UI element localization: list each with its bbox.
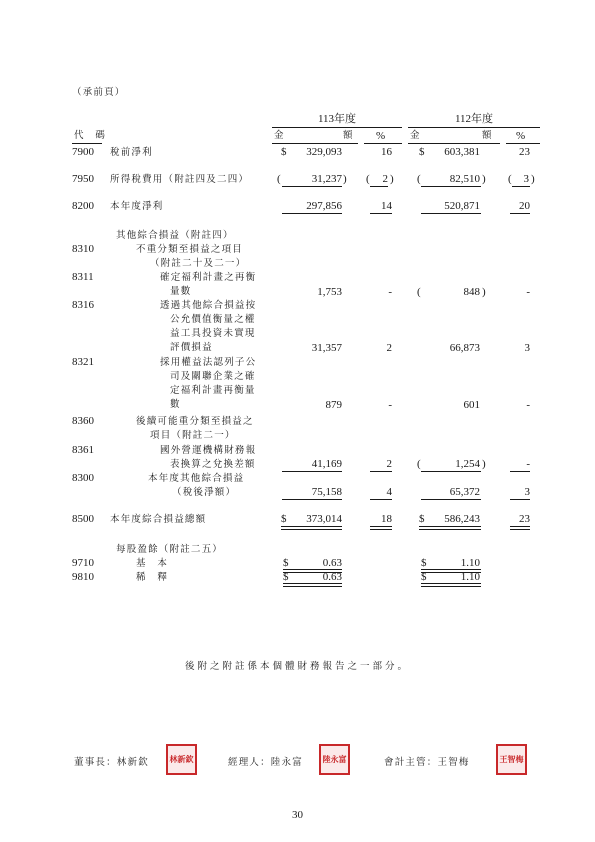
amount-current: 0.63 (322, 557, 342, 569)
pct-prior: 23 (519, 513, 530, 525)
amount-current: 31,357 (311, 342, 342, 354)
page-number: 30 (292, 809, 303, 821)
amount-current: 329,093 (306, 146, 342, 158)
paren: ( (366, 173, 370, 185)
footnote: 後附之附註係本個體財務報告之一部分。 (184, 661, 410, 672)
pct-current: 2 (386, 342, 392, 354)
row-code: 9810 (72, 571, 94, 583)
pct-prior: 3 (523, 173, 529, 185)
row-label: 後續可能重分類至損益之 (136, 416, 254, 427)
pct-header-prior: % (516, 130, 526, 142)
paren: ) (390, 173, 394, 185)
pct-header: % (376, 130, 386, 142)
accountant-label: 會計主管：王智梅 (384, 757, 470, 768)
currency-symbol: $ (419, 513, 425, 525)
section-title-oci: 其他綜合損益（附註四） (116, 230, 234, 241)
row-code: 8500 (72, 513, 94, 525)
row-code: 8316 (72, 299, 94, 311)
amount-prior: 603,381 (444, 146, 480, 158)
row-label: 基 本 (136, 558, 169, 569)
paren: ( (417, 458, 421, 470)
accountant-seal: 王智梅 (496, 744, 527, 775)
pct-prior: - (526, 399, 530, 411)
row-label: 司及關聯企業之確 (170, 371, 256, 382)
row-code: 8311 (72, 271, 94, 283)
chairman-seal: 林新欽 (166, 744, 197, 775)
amount-prior: 848 (463, 286, 480, 298)
year-prior-header: 112年度 (454, 113, 494, 125)
paren: ( (508, 173, 512, 185)
row-label: 稅前淨利 (110, 147, 153, 158)
row-label: 透過其他綜合損益按 (160, 300, 257, 311)
amount-prior: 1.10 (460, 557, 480, 569)
currency-symbol: $ (421, 557, 427, 569)
currency-symbol: $ (421, 571, 427, 583)
amount-prior: 1,254 (455, 458, 480, 470)
amount-current: 1,753 (317, 286, 342, 298)
amount-prior: 1.10 (460, 571, 480, 583)
paren: ) (482, 173, 486, 185)
row-code: 8360 (72, 415, 94, 427)
chairman-label: 董事長：林新欽 (74, 757, 149, 768)
paren: ) (482, 458, 486, 470)
row-label: 採用權益法認列子公 (160, 357, 257, 368)
section-title-eps: 每股盈餘（附註二五） (116, 544, 224, 555)
manager-seal: 陸永富 (319, 744, 350, 775)
row-code: 8361 (72, 444, 94, 456)
pct-prior: 3 (524, 486, 530, 498)
amount-current: 879 (325, 399, 342, 411)
amount-current: 297,856 (306, 200, 342, 212)
row-label: 益工具投資未實現 (170, 328, 256, 339)
amount-header-right-prior: 額 (482, 130, 493, 141)
amount-prior: 601 (463, 399, 480, 411)
amount-current: 41,169 (311, 458, 342, 470)
row-label: 量數 (170, 286, 192, 297)
row-label: 稀 釋 (136, 572, 169, 583)
paren: ( (417, 286, 421, 298)
row-label: 本年度其他綜合損益 (148, 473, 245, 484)
row-code: 9710 (72, 557, 94, 569)
row-code: 8200 (72, 200, 94, 212)
row-code: 7900 (72, 146, 94, 158)
amount-header-left-prior: 金 (410, 130, 421, 141)
currency-symbol: $ (281, 513, 287, 525)
row-label: 國外營運機構財務報 (160, 445, 257, 456)
amount-current: 0.63 (322, 571, 342, 583)
pct-current: - (388, 399, 392, 411)
pct-current: 4 (386, 486, 392, 498)
pct-current: 2 (382, 173, 388, 185)
pct-prior: - (526, 458, 530, 470)
currency-symbol: $ (283, 571, 289, 583)
amount-prior: 586,243 (444, 513, 480, 525)
amount-prior: 66,873 (449, 342, 480, 354)
row-label: （附註二十及二一） (150, 258, 247, 269)
row-label: 確定福利計畫之再衡 (160, 272, 257, 283)
amount-prior: 65,372 (449, 486, 480, 498)
row-code: 8321 (72, 356, 94, 368)
paren: ) (482, 286, 486, 298)
row-code: 7950 (72, 173, 94, 185)
pct-current: 16 (381, 146, 392, 158)
row-label: 評價損益 (170, 342, 213, 353)
amount-current: 75,158 (311, 486, 342, 498)
amount-current: 31,237 (311, 173, 342, 185)
row-label: 公允價值衡量之權 (170, 314, 256, 325)
pct-current: 18 (381, 513, 392, 525)
row-label: 本年度淨利 (110, 201, 164, 212)
row-label: 數 (170, 399, 181, 410)
pct-prior: 20 (519, 200, 530, 212)
paren: ( (277, 173, 281, 185)
paren: ) (531, 173, 535, 185)
row-label: 定福利計畫再衡量 (170, 385, 256, 396)
pct-prior: 3 (524, 342, 530, 354)
row-label: 項目（附註二一） (150, 430, 236, 441)
row-code: 8310 (72, 243, 94, 255)
row-label: 表換算之兌換差額 (170, 459, 256, 470)
code-column-header: 代 碼 (74, 130, 107, 141)
manager-label: 經理人：陸永富 (228, 757, 303, 768)
amount-prior: 520,871 (444, 200, 480, 212)
paren: ( (417, 173, 421, 185)
amount-header-right: 額 (343, 130, 354, 141)
row-code: 8300 (72, 472, 94, 484)
row-label: 所得稅費用（附註四及二四） (110, 174, 250, 185)
paren: ) (343, 173, 347, 185)
amount-header-left: 金 (274, 130, 285, 141)
continued-note: （承前頁） (72, 87, 126, 98)
row-label: 不重分類至損益之項目 (136, 244, 244, 255)
row-label: （稅後淨額） (172, 487, 237, 498)
pct-current: 14 (381, 200, 392, 212)
year-current-header: 113年度 (317, 113, 357, 125)
pct-prior: - (526, 286, 530, 298)
amount-current: 373,014 (306, 513, 342, 525)
amount-prior: 82,510 (449, 173, 480, 185)
row-label: 本年度綜合損益總額 (110, 514, 207, 525)
pct-prior: 23 (519, 146, 530, 158)
pct-current: 2 (386, 458, 392, 470)
currency-symbol: $ (419, 146, 425, 158)
pct-current: - (388, 286, 392, 298)
currency-symbol: $ (283, 557, 289, 569)
currency-symbol: $ (281, 146, 287, 158)
